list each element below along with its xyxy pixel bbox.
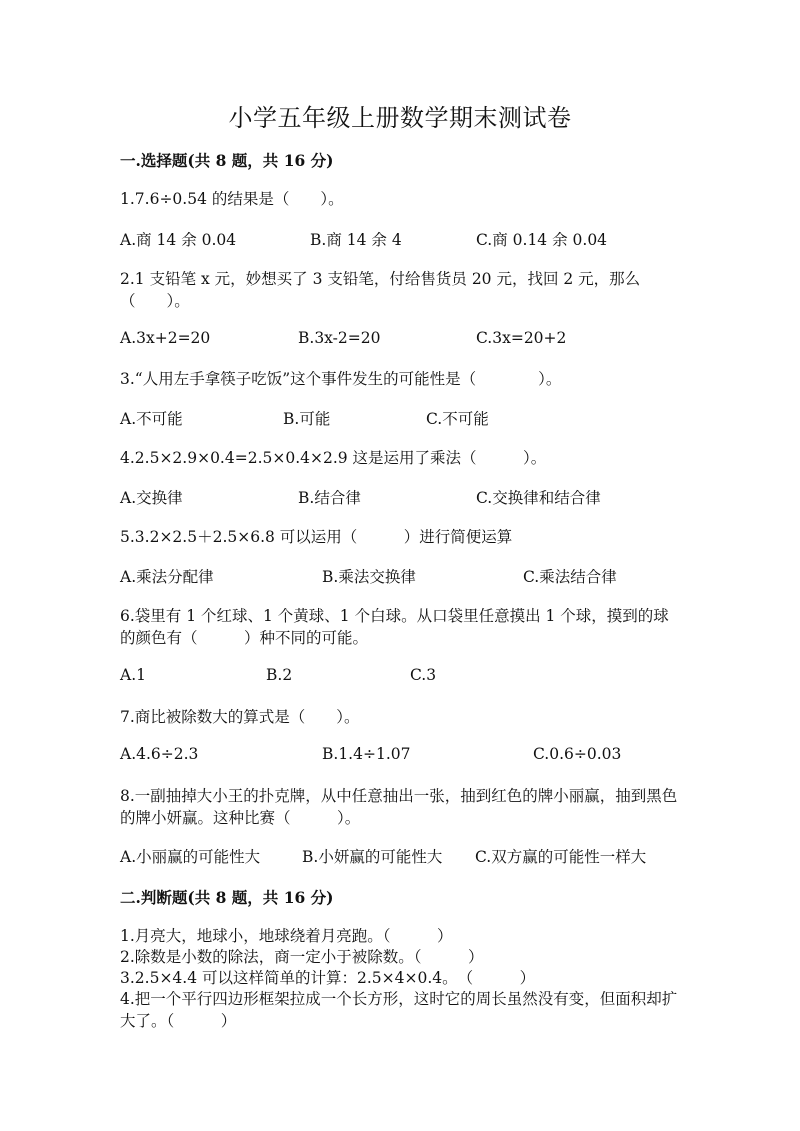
question-4: 4.2.5×2.9×0.4=2.5×0.4×2.9 这是运用了乘法（ ）。: [120, 449, 547, 467]
section-heading-choice: 一.选择题(共 8 题，共 16 分): [120, 151, 334, 170]
option-a: A.不可能: [120, 410, 183, 428]
question-7: 7.商比被除数大的算式是（ ）。: [120, 708, 360, 726]
option-a: A.4.6÷2.3: [120, 745, 199, 763]
option-b: B.乘法交换律: [322, 568, 416, 586]
option-c: C.交换律和结合律: [476, 489, 601, 507]
option-c: C.商 0.14 余 0.04: [476, 231, 608, 249]
option-a: A.3x+2=20: [120, 329, 211, 347]
options-6: [120, 666, 680, 688]
option-b: B.2: [266, 666, 293, 684]
option-c: C.3x=20+2: [476, 329, 567, 347]
options-3: [120, 407, 680, 429]
option-b: B.商 14 余 4: [310, 231, 402, 249]
option-c: C.乘法结合律: [523, 568, 617, 586]
option-c: C.3: [410, 666, 437, 684]
options-1: [120, 228, 680, 250]
judge-item-2: 2.除数是小数的除法，商一定小于被除数。（ ）: [120, 948, 484, 966]
option-c: C.0.6÷0.03: [533, 745, 622, 763]
option-b: B.小妍赢的可能性大: [302, 848, 443, 866]
options-7: [120, 745, 680, 767]
option-c: C.不可能: [426, 410, 489, 428]
option-a: A.交换律: [120, 489, 183, 507]
judge-item-4: 4.把一个平行四边形框架拉成一个长方形，这时它的周长虽然没有变，但面积却扩大了。（ ）: [120, 990, 678, 1030]
judge-item-1: 1.月亮大，地球小，地球绕着月亮跑。（ ）: [120, 927, 453, 945]
option-b: B.3x-2=20: [298, 329, 381, 347]
option-a: A.小丽赢的可能性大: [120, 848, 261, 866]
options-4: [120, 486, 680, 508]
question-2: 2.1 支铅笔 x 元，妙想买了 3 支铅笔，付给售货员 20 元，找回 2 元，那么（ ）。: [120, 270, 641, 310]
option-b: B.结合律: [298, 489, 361, 507]
page-title: 小学五年级上册数学期末测试卷: [228, 104, 572, 132]
option-c: C.双方赢的可能性一样大: [475, 848, 647, 866]
question-3: 3.“人用左手拿筷子吃饭”这个事件发生的可能性是（ ）。: [120, 370, 562, 388]
section-heading-judge: 二.判断题(共 8 题，共 16 分): [120, 888, 334, 907]
options-5: [120, 565, 680, 587]
question-1: 1.7.6÷0.54 的结果是（ ）。: [120, 190, 344, 208]
judge-item-3: 3.2.5×4.4 可以这样简单的计算：2.5×4×0.4。 （ ）: [120, 969, 536, 987]
question-8: 8.一副抽掉大小王的扑克牌，从中任意抽出一张，抽到红色的牌小丽赢，抽到黑色的牌小妍赢。这种比赛（ ）。: [120, 787, 678, 827]
option-a: A.1: [120, 666, 146, 684]
option-a: A.商 14 余 0.04: [120, 231, 237, 249]
option-a: A.乘法分配律: [120, 568, 214, 586]
options-2: [120, 329, 680, 351]
options-8: [120, 845, 680, 867]
question-6: 6.袋里有 1 个红球、1 个黄球、1 个白球。从口袋里任意摸出 1 个球，摸到的球的颜色有（ ）种不同的可能。: [120, 607, 669, 647]
option-b: B.可能: [283, 410, 331, 428]
question-5: 5.3.2×2.5＋2.5×6.8 可以运用（ ）进行简便运算: [120, 528, 513, 546]
option-b: B.1.4÷1.07: [322, 745, 411, 763]
